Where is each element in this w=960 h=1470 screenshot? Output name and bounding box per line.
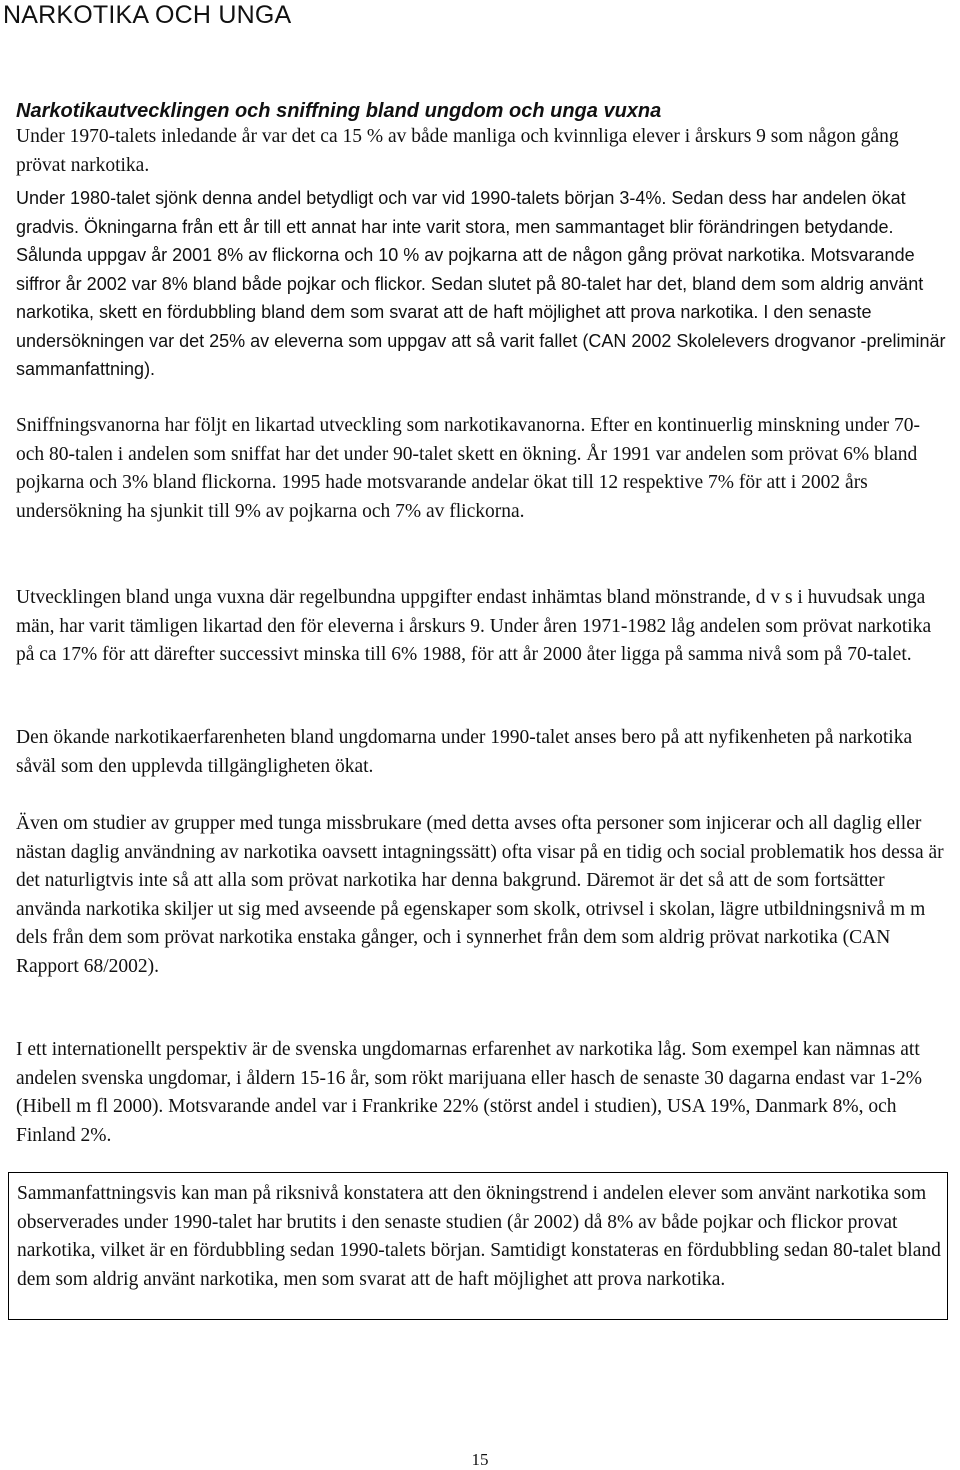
- summary-text: Sammanfattningsvis kan man på riksnivå konstatera att den ökningstrend i andelen elever som använt narkotika som observerades under 1990-talet har brutits i den senaste studien (år 2002) då 8% av både pojkar och flickor provat narkotika, vilket är en fördubbling sedan 1990-talets början. Samtidigt konstateras en fördubbling sedan 80-talet bland dem som aldrig använt narkotika, men som svarat att de haft möjlighet att prova narkotika.: [17, 1183, 941, 1290]
- paragraph-6: I ett internationellt perspektiv är de svenska ungdomarnas erfarenhet av narkotika låg. Som exempel kan nämnas att andelen svenska ungdomar, i åldern 15-16 år, som rökt marijuana eller hasch de senaste 30 dagarna endast var 1-2% (Hibell m fl 2000). Motsvarande andel var i Frankrike 22% (störst andel i studien), USA 19%, Danmark 8%, och Finland 2%.: [16, 1039, 922, 1146]
- page-title: NARKOTIKA OCH UNGA: [3, 1, 292, 29]
- summary-box: [8, 1172, 948, 1320]
- section-subheading: Narkotikautvecklingen och sniffning bland ungdom och unga vuxna: [16, 100, 662, 122]
- paragraph-4: Den ökande narkotikaerfarenheten bland ungdomarna under 1990-talet anses bero på att nyfikenheten på narkotika såväl som den upplevda tillgängligheten ökat.: [16, 727, 913, 777]
- paragraph-5: Även om studier av grupper med tunga missbrukare (med detta avses ofta personer som injicerar och all daglig eller nästan daglig användning av narkotika oavsett intagningssätt) ofta visar på en tidig och social problematik hos dessa är det naturligtvis inte så att alla som prövat narkotika har denna bakgrund. Däremot är det så att de som fortsätter använda narkotika skiljer ut sig med avseende på egenskaper som skolk, otrivsel i skolan, lägre utbildningsnivå m m dels från dem som prövat narkotika enstaka gånger, och i synnerhet från dem som aldrig prövat narkotika (CAN Rapport 68/2002).: [16, 813, 944, 977]
- page-number: 15: [471, 1450, 489, 1469]
- paragraph-2: Sniffningsvanorna har följt en likartad utveckling som narkotikavanorna. Efter en kontinuerlig minskning under 70- och 80-talen i andelen som sniffat har det under 90-talet skett en ökning. År 1991 var andelen som prövat 6% bland pojkarna och 3% bland flickorna. 1995 hade motsvarande andelar ökat till 12 respektive 7% för att i 2002 års undersökning ha sjunkit till 9% av pojkarna och 7% av flickorna.: [16, 415, 921, 522]
- paragraph-1b: Under 1980-talet sjönk denna andel betydligt och var vid 1990-talets början 3-4%. Sedan dess har andelen ökat gradvis. Ökningarna från ett år till ett annat har inte varit stora, men sammantaget blir förändringen betydande. Sålunda uppgav år 2001 8% av flickorna och 10 % av pojkarna att de någon gång prövat narkotika. Motsvarande siffror år 2002 var 8% bland både pojkar och flickor. Sedan slutet på 80-talet har det, bland dem som aldrig använt narkotika, skett en fördubbling bland dem som svarat att de haft möjlighet att prova narkotika. I den senaste undersökningen var det 25% av eleverna som uppgav att så varit fallet (CAN 2002 Skolelevers drogvanor -preliminär sammanfattning).: [16, 188, 946, 379]
- paragraph-3: Utvecklingen bland unga vuxna där regelbundna uppgifter endast inhämtas bland mönstrande, d v s i huvudsak unga män, har varit tämligen likartad den för eleverna i årskurs 9. Under åren 1971-1982 låg andelen som prövat narkotika på ca 17% för att därefter successivt minska till 6% 1988, för att år 2000 åter ligga på samma nivå som på 70-talet.: [16, 587, 932, 665]
- paragraph-1a: Under 1970-talets inledande år var det ca 15 % av både manliga och kvinnliga elever i årskurs 9 som någon gång prövat narkotika.: [16, 126, 899, 176]
